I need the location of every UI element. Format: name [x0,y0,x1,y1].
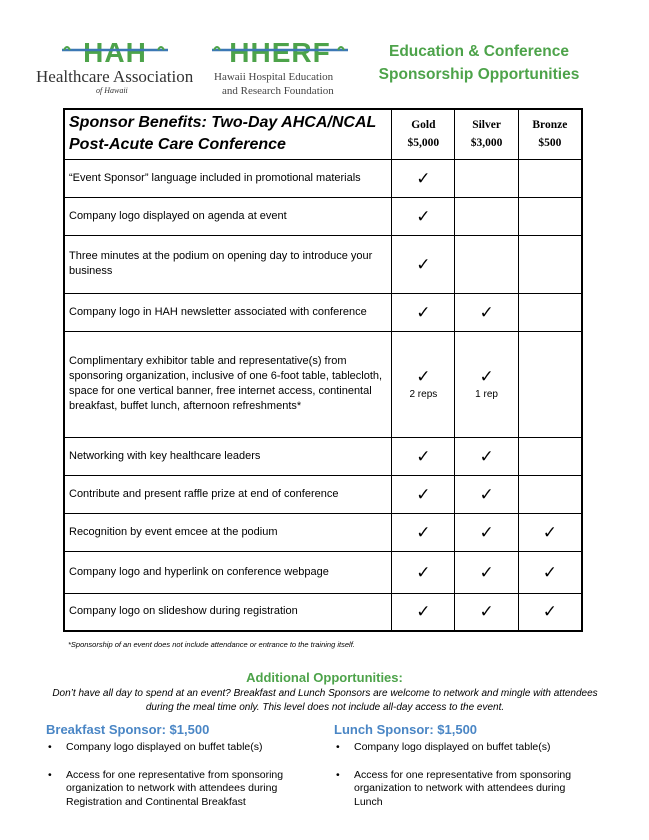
check-icon: ✓ [542,602,557,622]
silver-cell [455,331,518,437]
sponsor-benefits-table [63,108,583,632]
table-header-row [64,109,582,159]
gold-cell [392,293,455,331]
gold-cell [392,437,455,475]
check-icon: ✓ [416,302,431,322]
bronze-cell [518,437,582,475]
check-icon: ✓ [416,367,431,386]
breakfast-heading: Breakfast Sponsor: $1,500 [46,722,210,737]
check-icon: ✓ [479,484,494,504]
silver-cell [455,593,518,631]
tier-name: Bronze [532,119,568,132]
list-item [46,741,308,755]
bullet-icon: • [48,768,52,781]
benefit-cell: Complimentary exhibitor table and representative(s) from sponsoring organization, inclusive of one 6-foot table, tablecloth, space for one vertical banner, free internet access, continental breakfast, buffet lunch, afternoon refreshments* [64,331,392,437]
check-icon: ✓ [479,302,494,322]
table-title: Sponsor Benefits: Two-Day AHCA/NCAL Post-Acute Care Conference [64,109,392,159]
breakfast-list [46,741,308,823]
lunch-list [334,741,596,823]
silver-cell [455,197,518,235]
check-icon: ✓ [542,562,557,582]
hah-subtitle: of Hawaii [96,86,128,95]
lunch-heading: Lunch Sponsor: $1,500 [334,722,478,737]
table-row [64,437,582,475]
table-row [64,551,582,593]
bronze-cell [518,197,582,235]
bronze-cell [518,593,582,631]
table-row [64,475,582,513]
gold-cell [392,159,455,197]
tier-price: $3,000 [470,137,503,150]
check-icon: ✓ [416,254,431,274]
list-item [334,741,596,755]
list-item-text: Company logo displayed on buffet table(s) [354,741,551,753]
list-item-text: Access for one representative from sponsoring organization to network with attendees during Lunch [354,768,572,808]
benefit-cell: Networking with key healthcare leaders [64,437,392,475]
check-icon: ✓ [542,522,557,542]
bullet-icon: • [336,741,340,753]
list-item-text: Company logo displayed on buffet table(s) [66,741,263,753]
bronze-cell [518,235,582,293]
gold-cell [392,593,455,631]
check-icon: ✓ [416,168,431,188]
hherf-logo-text: HHERF [229,38,331,66]
benefit-cell: Company logo in HAH newsletter associated with conference [64,293,392,331]
benefit-cell: Company logo displayed on agenda at event [64,197,392,235]
tier-name: Silver [472,119,501,132]
benefit-cell: Three minutes at the podium on opening day to introduce your business [64,235,392,293]
check-icon: ✓ [416,446,431,466]
bronze-cell [518,293,582,331]
page-title-line2: Sponsorship Opportunities [378,66,580,83]
gold-cell [392,331,455,437]
hah-name: Healthcare Association [36,67,194,86]
check-icon: ✓ [479,522,494,542]
bullet-icon: • [48,741,52,753]
tier-silver-header [455,109,518,159]
silver-cell [455,513,518,551]
list-item [46,769,308,810]
table-row [64,159,582,197]
benefit-cell: “Event Sponsor” language included in promotional materials [64,159,392,197]
check-icon: ✓ [479,367,494,386]
silver-cell [455,293,518,331]
page-title-line1: Education & Conference [389,43,569,60]
gold-cell [392,235,455,293]
gold-cell [392,513,455,551]
table-row [64,331,582,437]
gold-cell [392,475,455,513]
bronze-cell [518,475,582,513]
check-icon: ✓ [479,602,494,622]
check-icon: ✓ [416,484,431,504]
silver-cell [455,437,518,475]
bronze-cell [518,513,582,551]
gold-cell [392,551,455,593]
check-icon: ✓ [416,602,431,622]
table-row [64,293,582,331]
tier-price: $500 [538,137,562,150]
benefit-cell: Company logo and hyperlink on conference webpage [64,551,392,593]
check-icon: ✓ [479,446,494,466]
table-row [64,513,582,551]
hah-logo-mark [60,38,170,66]
hherf-name-line1: Hawaii Hospital Education [214,71,334,83]
gold-reps-note: 2 reps [409,389,438,400]
gold-cell [392,197,455,235]
hherf-name-line2: and Research Foundation [222,85,334,97]
bronze-cell [518,331,582,437]
benefit-cell: Company logo on slideshow during registration [64,593,392,631]
tier-price: $5,000 [407,137,440,150]
page-title [368,40,590,86]
check-icon: ✓ [479,562,494,582]
check-icon: ✓ [416,522,431,542]
silver-cell [455,235,518,293]
benefit-cell: Recognition by event emcee at the podium [64,513,392,551]
tier-bronze-header [518,109,582,159]
list-item-text: Access for one representative from sponsoring organization to network with attendees during Registration and Continental Breakfast [66,768,284,808]
silver-reps-note: 1 rep [475,389,498,400]
tier-gold-header [392,109,455,159]
bronze-cell [518,551,582,593]
check-icon: ✓ [416,206,431,226]
check-icon: ✓ [416,562,431,582]
table-row [64,593,582,631]
tier-name: Gold [411,119,436,132]
table-row [64,197,582,235]
benefit-cell: Contribute and present raffle prize at end of conference [64,475,392,513]
table-footnote: *Sponsorship of an event does not include attendance or entrance to the training itself. [68,640,355,649]
hah-logo-text: HAH [83,38,147,66]
additional-title: Additional Opportunities: [246,670,403,685]
additional-description: Don’t have all day to spend at an event? Breakfast and Lunch Sponsors are welcome to network and mingle with attendees during the meal time only. This level does not include all-day access to the event. [52,688,598,713]
hherf-logo-mark [210,38,350,66]
silver-cell [455,551,518,593]
list-item [334,769,596,810]
bronze-cell [518,159,582,197]
silver-cell [455,159,518,197]
bullet-icon: • [336,768,340,781]
silver-cell [455,475,518,513]
table-row [64,235,582,293]
